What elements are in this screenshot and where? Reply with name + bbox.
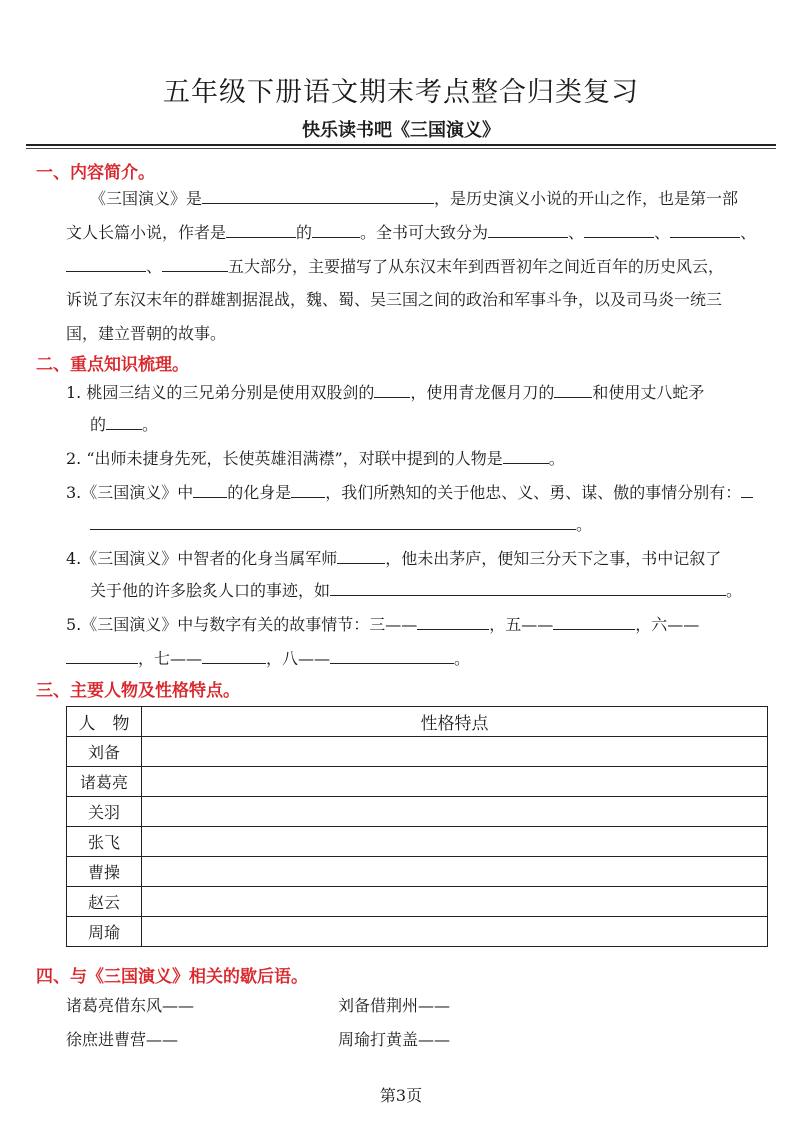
blank-field[interactable] [90,512,576,530]
character-name: 诸葛亮 [67,767,142,797]
character-name: 周瑜 [67,917,142,947]
xiehouyu-item: 周瑜打黄盖—— [338,1030,451,1049]
section-heading-intro: 一、内容简介。 [36,163,155,183]
xiehouyu-item: 诸葛亮借东风—— [66,996,195,1015]
column-header-person: 人 物 [67,707,142,737]
question-5-cont: ，七—— ，八—— 。 [66,646,470,671]
question-1-cont: 的 。 [90,412,158,437]
xiehouyu-item: 刘备借荆州—— [338,996,451,1015]
table-row [67,767,768,797]
blank-field[interactable] [66,254,146,272]
page-title: 五年级下册语文期末考点整合归类复习 [163,77,639,108]
traits-cell[interactable] [142,797,768,827]
traits-cell[interactable] [142,887,768,917]
blank-field[interactable] [553,612,635,630]
question-4-cont: 关于他的许多脍炙人口的事迹，如 。 [90,578,742,603]
blank-field[interactable] [162,254,228,272]
blank-field[interactable] [66,646,138,664]
blank-field[interactable] [417,612,489,630]
header-rule [26,144,776,146]
blank-field[interactable] [584,220,654,238]
question-2: 2. “出师未捷身先死，长使英雄泪满襟”，对联中提到的人物是 。 [66,446,565,471]
character-name: 张飞 [67,827,142,857]
question-3: 3.《三国演义》中 的化身是 ，我们所熟知的关于他忠、义、勇、谋、傲的事情分别有： [66,480,753,505]
blank-field[interactable] [312,220,360,238]
column-header-traits: 性格特点 [142,707,768,737]
blank-field[interactable] [106,412,142,430]
intro-line-3: 、 五大部分，主要描写了从东汉末年到西晋初年之间近百年的历史风云， [66,254,724,279]
question-1: 1. 桃园三结义的三兄弟分别是使用双股剑的 ，使用青龙偃月刀的 和使用丈八蛇矛 [66,380,704,405]
table-row [67,797,768,827]
blank-field[interactable] [330,646,454,664]
intro-line-4: 诉说了东汉末年的群雄割据混战，魏、蜀、吴三国之间的政治和军事斗争，以及司马炎一统三 [66,290,723,309]
character-table [66,706,768,947]
intro-line-2: 文人长篇小说，作者是 的 。全书可大致分为 、 、 、 [66,220,756,245]
table-row [67,857,768,887]
character-name: 赵云 [67,887,142,917]
table-row [67,917,768,947]
character-name: 关羽 [67,797,142,827]
table-row [67,737,768,767]
table-row [67,827,768,857]
header-rule-thin [26,148,776,149]
question-3-cont: 。 [90,512,592,537]
table-row [67,887,768,917]
table-header-row [67,707,768,737]
traits-cell[interactable] [142,857,768,887]
page-subtitle: 快乐读书吧《三国演义》 [302,120,500,141]
question-5: 5.《三国演义》中与数字有关的故事情节：三—— ，五—— ，六—— [66,612,699,637]
blank-field[interactable] [503,446,549,464]
traits-cell[interactable] [142,917,768,947]
traits-cell[interactable] [142,767,768,797]
blank-field[interactable] [670,220,740,238]
section-heading-key-points: 二、重点知识梳理。 [36,355,189,375]
question-4: 4.《三国演义》中智者的化身当属军师 ，他未出茅庐，便知三分天下之事，书中记叙了 [66,546,721,571]
section-heading-characters: 三、主要人物及性格特点。 [36,681,240,701]
character-name: 刘备 [67,737,142,767]
blank-field[interactable] [202,186,434,204]
traits-cell[interactable] [142,827,768,857]
xiehouyu-item: 徐庶进曹营—— [66,1030,179,1049]
blank-field[interactable] [741,480,753,498]
intro-line-5: 国，建立晋朝的故事。 [66,324,227,343]
blank-field[interactable] [202,646,266,664]
traits-cell[interactable] [142,737,768,767]
blank-field[interactable] [554,380,592,398]
blank-field[interactable] [193,480,227,498]
section-heading-xiehouyu: 四、与《三国演义》相关的歇后语。 [36,967,308,987]
character-name: 曹操 [67,857,142,887]
blank-field[interactable] [226,220,296,238]
page-number: 第3页 [379,1086,423,1105]
blank-field[interactable] [337,546,385,564]
intro-line-1: 《三国演义》是 ，是历史演义小说的开山之作，也是第一部 [90,186,738,211]
blank-field[interactable] [330,578,726,596]
blank-field[interactable] [291,480,325,498]
blank-field[interactable] [488,220,568,238]
blank-field[interactable] [374,380,410,398]
